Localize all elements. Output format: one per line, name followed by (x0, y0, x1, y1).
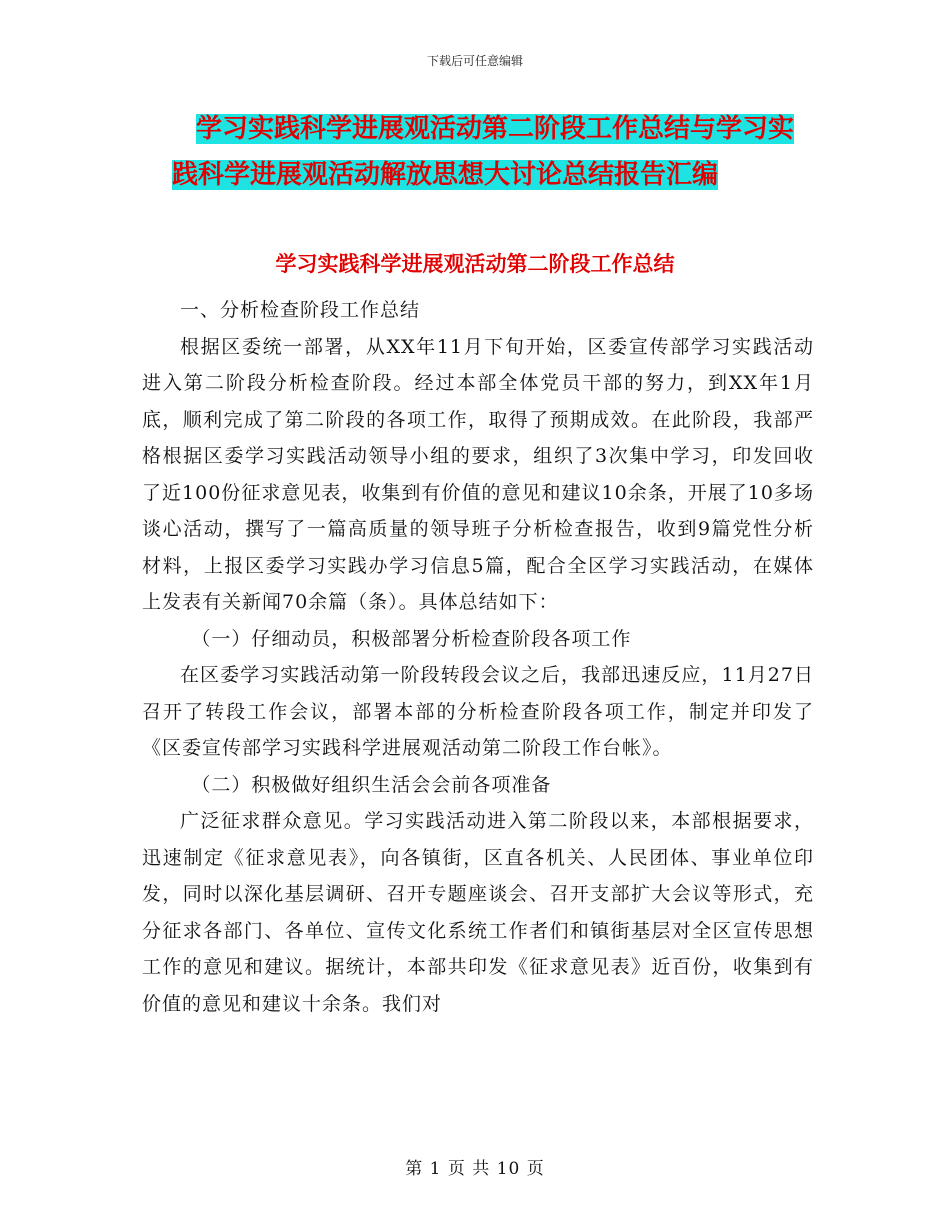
document-title (172, 106, 816, 198)
body-paragraph: 在区委学习实践活动第一阶段转段会议之后，我部迅速反应，11月27日召开了转段工作会议，部署本部的分析检查阶段各项工作，制定并印发了《区委宣传部学习实践科学进展观活动第二阶段工作台帐》。 (142, 664, 814, 759)
heading-analysis-summary: 一、分析检查阶段工作总结 (180, 299, 421, 321)
page-number-footer: 第 1 页 共 10 页 (405, 1159, 545, 1179)
subheading-mobilization: （一）仔细动员，积极部署分析检查阶段各项工作 (191, 627, 632, 650)
document-title-line-2 (172, 152, 816, 198)
document-body (142, 292, 814, 1022)
document-title-line-1-text: 学习实践科学进展观活动第二阶段工作总结与学习实 (196, 114, 795, 144)
section-title: 学习实践科学进展观活动第二阶段工作总结 (275, 251, 675, 276)
body-paragraph: 根据区委统一部署，从XX年11月下旬开始，区委宣传部学习实践活动进入第二阶段分析检查阶段。经过本部全体党员干部的努力，到XX年1月底，顺利完成了第二阶段的各项工作，取得了预期成效。在此阶段，我部严格根据区委学习实践活动领导小组的要求，组织了3次集中学习，印发回收了近100份征求意见表，收集到有价值的意见和建议10余条，开展了10多场谈心活动，撰写了一篇高质量的领导班子分析检查报告，收到9篇党性分析材料，上报区委学习实践办学习信息5篇，配合全区学习实践活动，在媒体上发表有关新闻70余篇（条）。具体总结如下： (142, 335, 814, 613)
page-header-note: 下载后可任意编辑 (426, 54, 523, 68)
document-title-line-2-text: 践科学进展观活动解放思想大讨论总结报告汇编 (172, 160, 719, 190)
document-title-line-1 (196, 106, 816, 152)
subheading-preparation: （二）积极做好组织生活会会前各项准备 (191, 773, 552, 796)
body-paragraph: 广泛征求群众意见。学习实践活动进入第二阶段以来，本部根据要求，迅速制定《征求意见表》，向各镇街，区直各机关、人民团体、事业单位印发，同时以深化基层调研、召开专题座谈会、召开支部扩大会议等形式，充分征求各部门、各单位、宣传文化系统工作者们和镇街基层对全区宣传思想工作的意见和建议。据统计，本部共印发《征求意见表》近百份，收集到有价值的意见和建议十余条。我们对 (142, 810, 814, 1015)
